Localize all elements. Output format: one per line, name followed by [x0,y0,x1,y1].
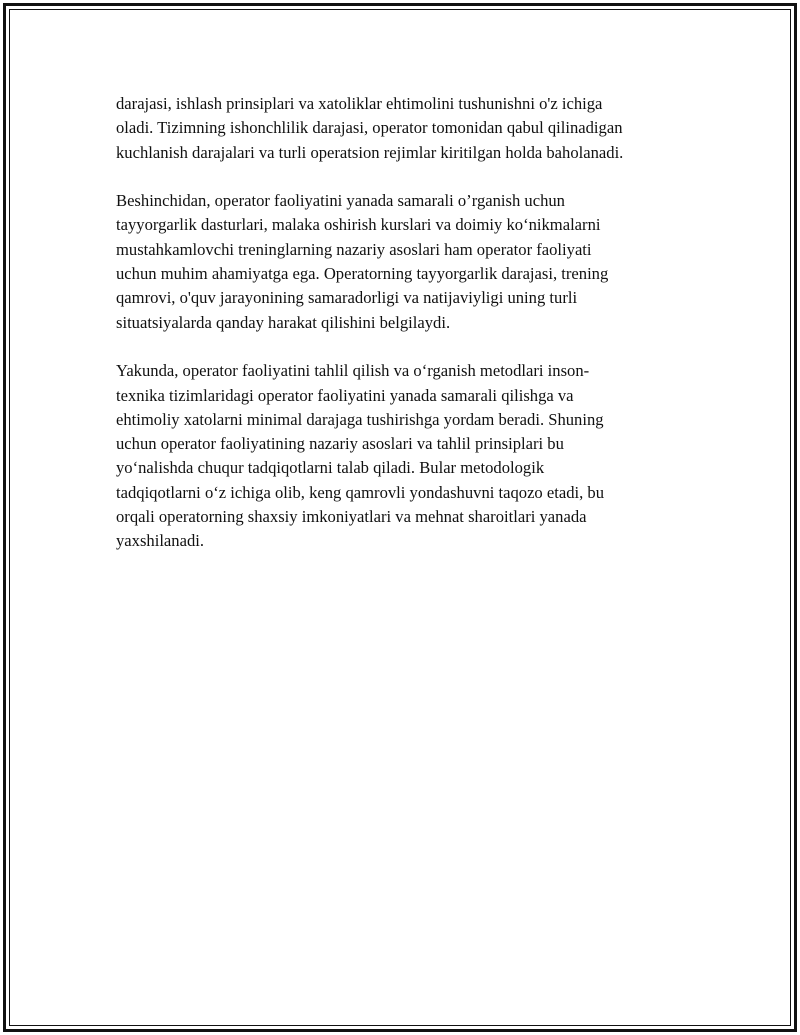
paragraph-line: situatsiyalarda qanday harakat qilishini belgilaydi. [116,312,451,332]
paragraph-line: qamrovi, o'quv jarayonining samaradorligi va natijaviyligi uning turli [116,288,578,308]
paragraph-line: uchun muhim ahamiyatga ega. Operatorning tayyorgarlik darajasi, trening [116,264,609,284]
document-page [3,3,797,1032]
paragraph-line: tayyorgarlik dasturlari, malaka oshirish kurslari va doimiy ko‘nikmalarni [116,215,601,235]
paragraph-line: Beshinchidan, operator faoliyatini yanada samarali o’rganish uchun [116,191,565,211]
paragraph-line: darajasi, ishlash prinsiplari va xatoliklar ehtimolini tushunishni o'z ichiga [116,94,603,113]
paragraph-line: Yakunda, operator faoliyatini tahlil qilish va o‘rganish metodlari inson- [116,361,590,381]
paragraph-line: kuchlanish darajalari va turli operatsion rejimlar kiritilgan holda baholanadi. [116,142,624,162]
paragraph-line: ehtimoliy xatolarni minimal darajaga tushirishga yordam beradi. Shuning [116,409,604,429]
paragraph-3 [116,359,676,553]
paragraph-line: uchun operator faoliyatining nazariy asoslari va tahlil prinsiplari bu [116,434,564,454]
paragraph-line: texnika tizimlaridagi operator faoliyatini yanada samarali qilishga va [116,385,574,405]
paragraph-line: tadqiqotlarni o‘z ichiga olib, keng qamrovli yondashuvni taqozo etadi, bu [116,482,605,502]
paragraph-line: oladi. Tizimning ishonchlilik darajasi, operator tomonidan qabul qilinadigan [116,118,623,138]
paragraph-line: yaxshilanadi. [116,531,205,551]
paragraph-line: orqali operatorning shaxsiy imkoniyatlari va mehnat sharoitlari yanada [116,507,587,527]
paragraph-2 [116,189,676,335]
paragraph-1 [116,92,676,165]
document-body [116,92,676,578]
paragraph-line: yo‘nalishda chuqur tadqiqotlarni talab qiladi. Bular metodologik [116,458,545,478]
paragraph-line: mustahkamlovchi treninglarning nazariy asoslari ham operator faoliyati [116,239,592,259]
